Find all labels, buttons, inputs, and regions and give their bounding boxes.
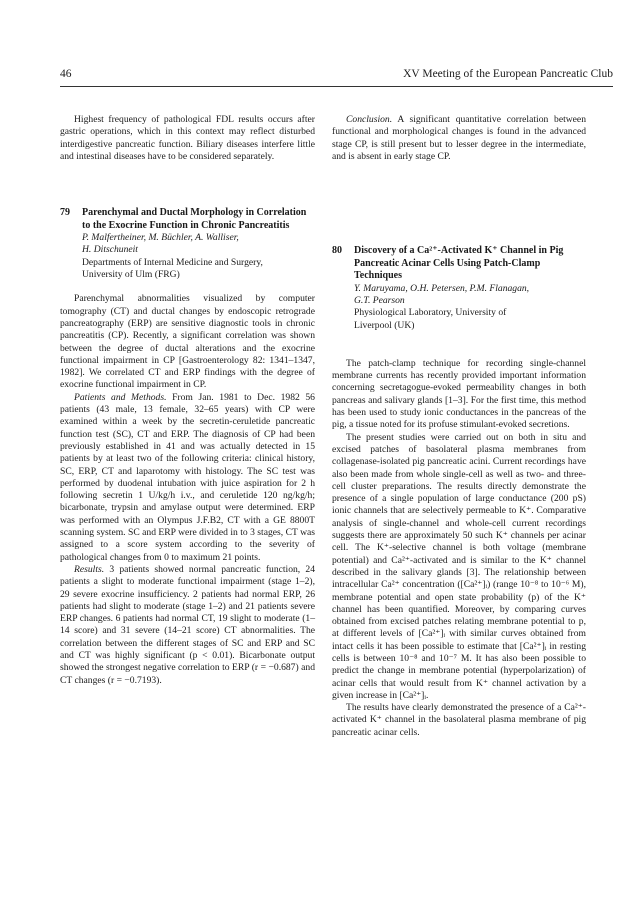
- section-lead: Conclusion.: [346, 114, 393, 125]
- paragraph-text: 3 patients showed normal pancreatic function, 24 patients a slight to moderate functional impairment (stage 1–2), 29 severe exocrine insufficiency. 2 patients had normal ERP, 26 patients had slight to moderate (stage 1–2) and 21 patients severe ERP changes. 6 patients had normal CT, 19 slight to moderate (1–14 score) and 31 severe (14–21 score) CT abnormalities. The correlation between the different stages of SC and ERP and SC and CT was highly significant (p < 0.01). Bicarbonate output showed the strongest negative correlation to ERP (r = −0.687) and CT changes (r = −0.7193).: [60, 563, 315, 686]
- affiliation-line: Physiological Laboratory, University of: [354, 307, 507, 319]
- abstract-heading: [60, 207, 315, 293]
- affiliation-line: Departments of Internal Medicine and Surgery,: [82, 256, 263, 268]
- page-number: 46: [60, 68, 72, 80]
- authors-line: G.T. Pearson: [354, 294, 405, 306]
- authors-line: P. Malfertheiner, M. Büchler, A. Walliser,: [82, 232, 239, 244]
- authors-line: H. Ditschuneit: [82, 244, 138, 256]
- paragraph-text: From Jan. 1981 to Dec. 1982 56 patients (43 male, 13 female, 32–65 years) with CP were examined within a week by the secretin-ceruletide pancreatic function test (SC), CT and ERP. The diagnosis of CP had been previously established in 41 and was actually detected in 15 patients by at least two of the following criteria: clinical history, SC, ERP, CT and laparotomy with histology. The SC test was performed by duodenal intubation with juice aspiration for 2 h following secretin 1 U/kg/h i.v., and ceruletide 120 ng/kg/h; bicarbonate, trypsin and amylase output were determined. ERP was performed with an Olympus J.F.B2, CT with a GE 8800T scanning system. SC and ERP were divided in to 3 stages, CT was assigned to a score system according to the severity of pathological changes from 0 to maximum 21 points.: [60, 391, 315, 563]
- abstract-number: 80: [332, 245, 342, 257]
- body-paragraph: Parenchymal abnormalities visualized by computer tomography (CT) and ductal changes by endoscopic retrograde pancreatography (ERP) are sensitive diagnostic tools in chronic pancreatitis (CP). Recently, a significant correlation was shown between the degree of ductal alterations and the exocrine functional impairment in CP [Gastroenterology 82: 1341–1347, 1982]. We correlated CT and ERP findings with the degree of exocrine functional impairment in CP.: [60, 293, 315, 391]
- body-paragraph: The present studies were carried out on both in situ and excised patches of basolateral plasma membranes from collagenase-isolated pig pancreatic acini. Current recordings have also been made from whole single-cell as well as two- and three-cell cluster preparations. The results directly demonstrate the presence of a single population of large conductance (200 pS) ionic channels that are selectively permeable to K⁺. Comparative analysis of single-channel and whole-cell current recordings suggests there are approximately 50 such K⁺ channels per acinar cell. The K⁺-selective channel is both voltage (membrane potential) and Ca²⁺-activated and is similar to the K⁺ channel described in the salivary glands [3]. The relationship between intracellular Ca²⁺ concentration ([Ca²⁺]ᵢ) (range 10⁻⁸ to 10⁻⁶ M), membrane potential and open state probability (p) of the K⁺ channel has been quantified. Moreover, by comparing curves obtained from excised patches relating membrane potential to p, at different levels of [Ca²⁺]ᵢ with similar curves obtained from intact cells it has been possible to estimate that [Ca²⁺]ᵢ in resting cells is between 10⁻⁸ and 10⁻⁷ M. It has also been possible to predict the change in membrane potential (hyperpolarization) of acinar cells that would result from K⁺ channel activation by a given increase in [Ca²⁺]ᵢ.: [332, 431, 586, 701]
- right-column: [332, 114, 586, 739]
- section-lead: Results.: [74, 563, 105, 575]
- continuation-paragraph: Highest frequency of pathological FDL results occurs after gastric operations, which in this context may reflect disturbed interdigestive pancreatic function. Biliary diseases interfere little and intestinal diseases have to be considered separately.: [60, 114, 315, 162]
- abstract-number: 79: [60, 207, 70, 219]
- affiliation-line: University of Ulm (FRG): [82, 269, 180, 281]
- body-paragraph: [60, 392, 315, 564]
- running-title: XV Meeting of the European Pancreatic Club: [403, 68, 613, 80]
- abstract-title: Parenchymal and Ductal Morphology in Correlation to the Exocrine Function in Chronic Pancreatitis: [82, 207, 307, 231]
- header-rule: [60, 86, 613, 87]
- affiliation-line: Liverpool (UK): [354, 319, 415, 331]
- authors-line: Y. Maruyama, O.H. Petersen, P.M. Flanagan,: [354, 282, 530, 294]
- body-paragraph: The results have clearly demonstrated the presence of a Ca²⁺-activated K⁺ channel in the basolateral plasma membrane of pig pancreatic acinar cells.: [332, 702, 586, 738]
- body-paragraph: [60, 564, 315, 687]
- body-paragraph: The patch-clamp technique for recording single-channel membrane currents has recently provided important information concerning secretagogue-evoked permeability changes in both pancreas and salivary glands [1–3]. For the first time, this method has been used to study ionic conductances in the pancreas of the pig, a tissue noted for its profuse stimulant-evoked secretions.: [332, 357, 586, 431]
- paragraph-text: A significant quantitative correlation between functional and morphological changes is found in the advanced stage CP, is still present but to lesser degree in the intermediate, and is absent in early stage CP.: [332, 114, 586, 162]
- abstract-80: [332, 245, 586, 739]
- abstract-title: Discovery of a Ca²⁺-Activated K⁺ Channel in Pig Pancreatic Acinar Cells Using Patch-Clamp Techniques: [354, 245, 564, 282]
- abstract-79: [60, 207, 315, 687]
- section-lead: Patients and Methods.: [74, 391, 167, 403]
- left-column: [60, 114, 315, 687]
- abstract-heading: [332, 245, 586, 344]
- conclusion-paragraph: [332, 114, 586, 163]
